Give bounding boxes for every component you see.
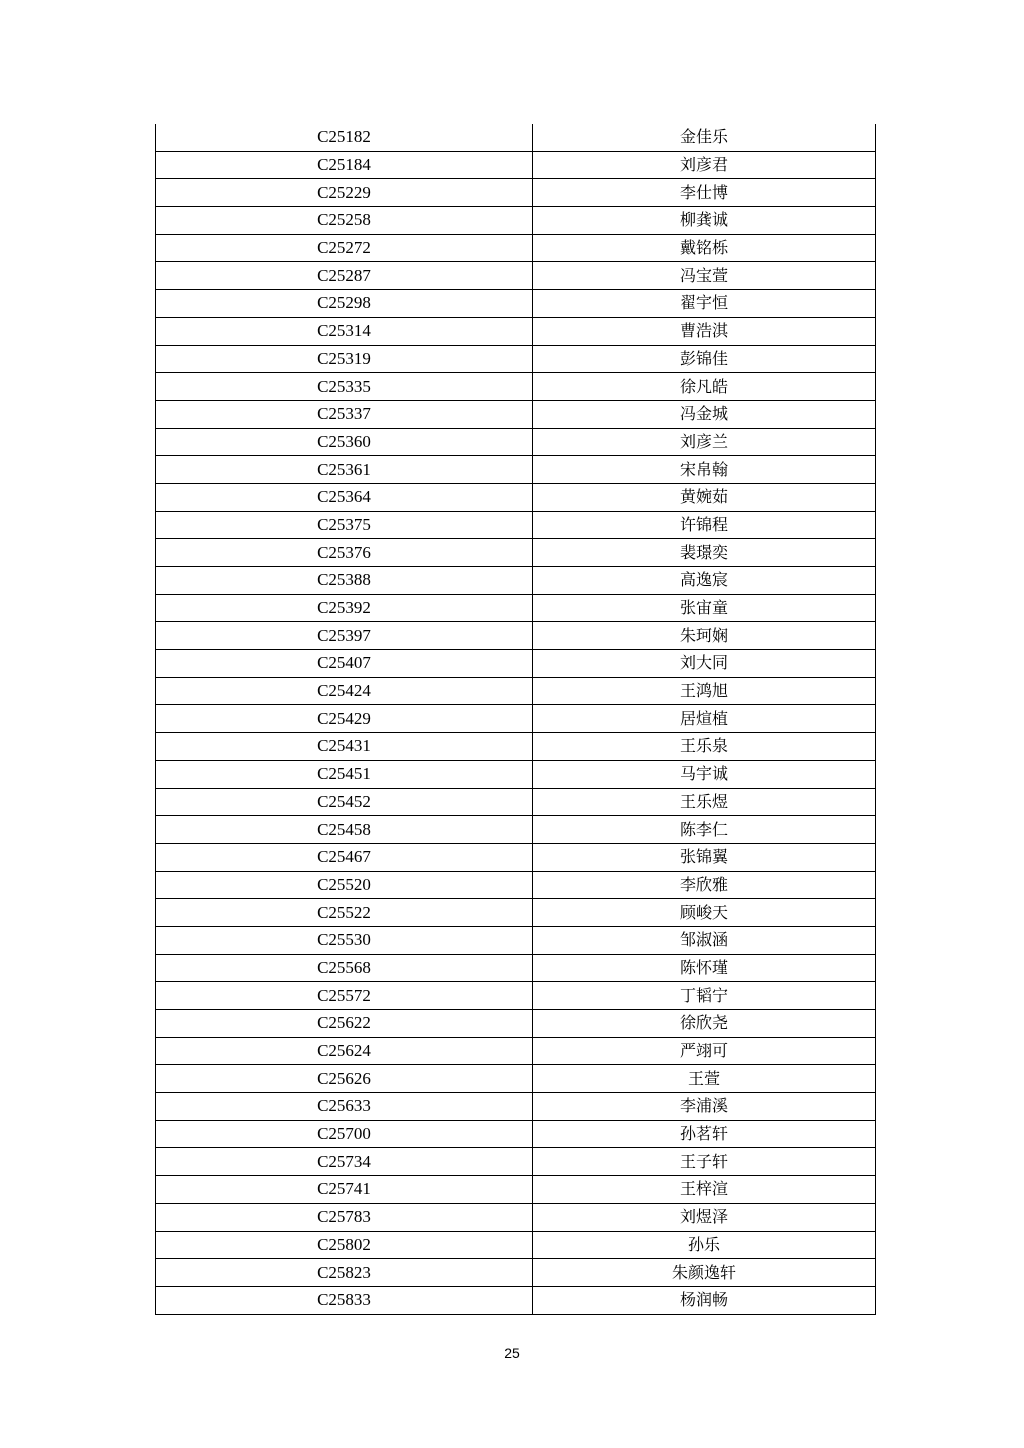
id-cell: C25458: [156, 816, 533, 844]
name-cell: 翟宇恒: [533, 290, 876, 318]
table-row: [156, 345, 876, 373]
id-cell: C25568: [156, 954, 533, 982]
table-row: [156, 1176, 876, 1204]
table-row: [156, 179, 876, 207]
id-cell: C25833: [156, 1286, 533, 1314]
id-cell: C25337: [156, 400, 533, 428]
name-cell: 严翊可: [533, 1037, 876, 1065]
name-cell: 李仕博: [533, 179, 876, 207]
id-cell: C25397: [156, 622, 533, 650]
name-cell: 李浦溪: [533, 1093, 876, 1121]
roster-table-container: [155, 124, 875, 1315]
table-row: [156, 1065, 876, 1093]
name-cell: 刘彦君: [533, 151, 876, 179]
name-cell: 陈李仁: [533, 816, 876, 844]
name-cell: 陈怀瑾: [533, 954, 876, 982]
name-cell: 许锦程: [533, 511, 876, 539]
id-cell: C25182: [156, 124, 533, 151]
id-cell: C25375: [156, 511, 533, 539]
id-cell: C25429: [156, 705, 533, 733]
name-cell: 高逸宸: [533, 567, 876, 595]
id-cell: C25319: [156, 345, 533, 373]
id-cell: C25624: [156, 1037, 533, 1065]
table-row: [156, 1148, 876, 1176]
table-row: [156, 926, 876, 954]
table-row: [156, 1010, 876, 1038]
table-row: [156, 1093, 876, 1121]
id-cell: C25802: [156, 1231, 533, 1259]
name-cell: 王乐煜: [533, 788, 876, 816]
name-cell: 刘彦兰: [533, 428, 876, 456]
table-row: [156, 262, 876, 290]
name-cell: 顾峻天: [533, 899, 876, 927]
id-cell: C25622: [156, 1010, 533, 1038]
id-cell: C25258: [156, 207, 533, 235]
table-row: [156, 843, 876, 871]
table-row: [156, 650, 876, 678]
table-row: [156, 705, 876, 733]
id-cell: C25272: [156, 234, 533, 262]
roster-table-body: [156, 124, 876, 1314]
id-cell: C25392: [156, 594, 533, 622]
id-cell: C25314: [156, 317, 533, 345]
name-cell: 曹浩淇: [533, 317, 876, 345]
table-row: [156, 456, 876, 484]
table-row: [156, 677, 876, 705]
id-cell: C25520: [156, 871, 533, 899]
id-cell: C25741: [156, 1176, 533, 1204]
id-cell: C25633: [156, 1093, 533, 1121]
table-row: [156, 954, 876, 982]
name-cell: 王乐泉: [533, 733, 876, 761]
table-row: [156, 760, 876, 788]
id-cell: C25530: [156, 926, 533, 954]
table-row: [156, 788, 876, 816]
name-cell: 王子轩: [533, 1148, 876, 1176]
name-cell: 朱颜逸轩: [533, 1259, 876, 1287]
table-row: [156, 1231, 876, 1259]
id-cell: C25361: [156, 456, 533, 484]
table-row: [156, 483, 876, 511]
id-cell: C25783: [156, 1203, 533, 1231]
table-row: [156, 1259, 876, 1287]
table-row: [156, 871, 876, 899]
name-cell: 邹淑涵: [533, 926, 876, 954]
id-cell: C25823: [156, 1259, 533, 1287]
name-cell: 张锦翼: [533, 843, 876, 871]
name-cell: 朱珂娴: [533, 622, 876, 650]
id-cell: C25734: [156, 1148, 533, 1176]
id-cell: C25452: [156, 788, 533, 816]
table-row: [156, 733, 876, 761]
id-cell: C25424: [156, 677, 533, 705]
table-row: [156, 816, 876, 844]
name-cell: 王梓渲: [533, 1176, 876, 1204]
table-row: [156, 428, 876, 456]
table-row: [156, 594, 876, 622]
id-cell: C25700: [156, 1120, 533, 1148]
table-row: [156, 539, 876, 567]
table-row: [156, 373, 876, 401]
name-cell: 杨润畅: [533, 1286, 876, 1314]
name-cell: 黄婉茹: [533, 483, 876, 511]
id-cell: C25287: [156, 262, 533, 290]
name-cell: 居煊植: [533, 705, 876, 733]
name-cell: 李欣雅: [533, 871, 876, 899]
id-cell: C25407: [156, 650, 533, 678]
id-cell: C25451: [156, 760, 533, 788]
roster-table: [155, 124, 876, 1315]
name-cell: 徐欣尧: [533, 1010, 876, 1038]
table-row: [156, 1037, 876, 1065]
id-cell: C25335: [156, 373, 533, 401]
id-cell: C25388: [156, 567, 533, 595]
table-row: [156, 622, 876, 650]
id-cell: C25431: [156, 733, 533, 761]
name-cell: 冯宝萱: [533, 262, 876, 290]
name-cell: 孙茗轩: [533, 1120, 876, 1148]
name-cell: 张宙童: [533, 594, 876, 622]
name-cell: 孙乐: [533, 1231, 876, 1259]
table-row: [156, 567, 876, 595]
table-row: [156, 207, 876, 235]
name-cell: 裴璟奕: [533, 539, 876, 567]
name-cell: 金佳乐: [533, 124, 876, 151]
table-row: [156, 234, 876, 262]
table-row: [156, 1120, 876, 1148]
name-cell: 马宇诚: [533, 760, 876, 788]
name-cell: 王萱: [533, 1065, 876, 1093]
table-row: [156, 1203, 876, 1231]
name-cell: 戴铭栎: [533, 234, 876, 262]
name-cell: 刘煜泽: [533, 1203, 876, 1231]
table-row: [156, 290, 876, 318]
name-cell: 宋帛翰: [533, 456, 876, 484]
name-cell: 刘大同: [533, 650, 876, 678]
table-row: [156, 151, 876, 179]
table-row: [156, 400, 876, 428]
id-cell: C25229: [156, 179, 533, 207]
id-cell: C25376: [156, 539, 533, 567]
name-cell: 冯金城: [533, 400, 876, 428]
table-row: [156, 982, 876, 1010]
id-cell: C25360: [156, 428, 533, 456]
id-cell: C25626: [156, 1065, 533, 1093]
table-row: [156, 317, 876, 345]
table-row: [156, 1286, 876, 1314]
name-cell: 彭锦佳: [533, 345, 876, 373]
name-cell: 王鸿旭: [533, 677, 876, 705]
table-row: [156, 124, 876, 151]
id-cell: C25184: [156, 151, 533, 179]
name-cell: 徐凡皓: [533, 373, 876, 401]
table-row: [156, 899, 876, 927]
id-cell: C25364: [156, 483, 533, 511]
page-number: 25: [504, 1345, 520, 1361]
id-cell: C25572: [156, 982, 533, 1010]
name-cell: 柳龚诚: [533, 207, 876, 235]
id-cell: C25298: [156, 290, 533, 318]
table-row: [156, 511, 876, 539]
name-cell: 丁韬宁: [533, 982, 876, 1010]
id-cell: C25467: [156, 843, 533, 871]
id-cell: C25522: [156, 899, 533, 927]
